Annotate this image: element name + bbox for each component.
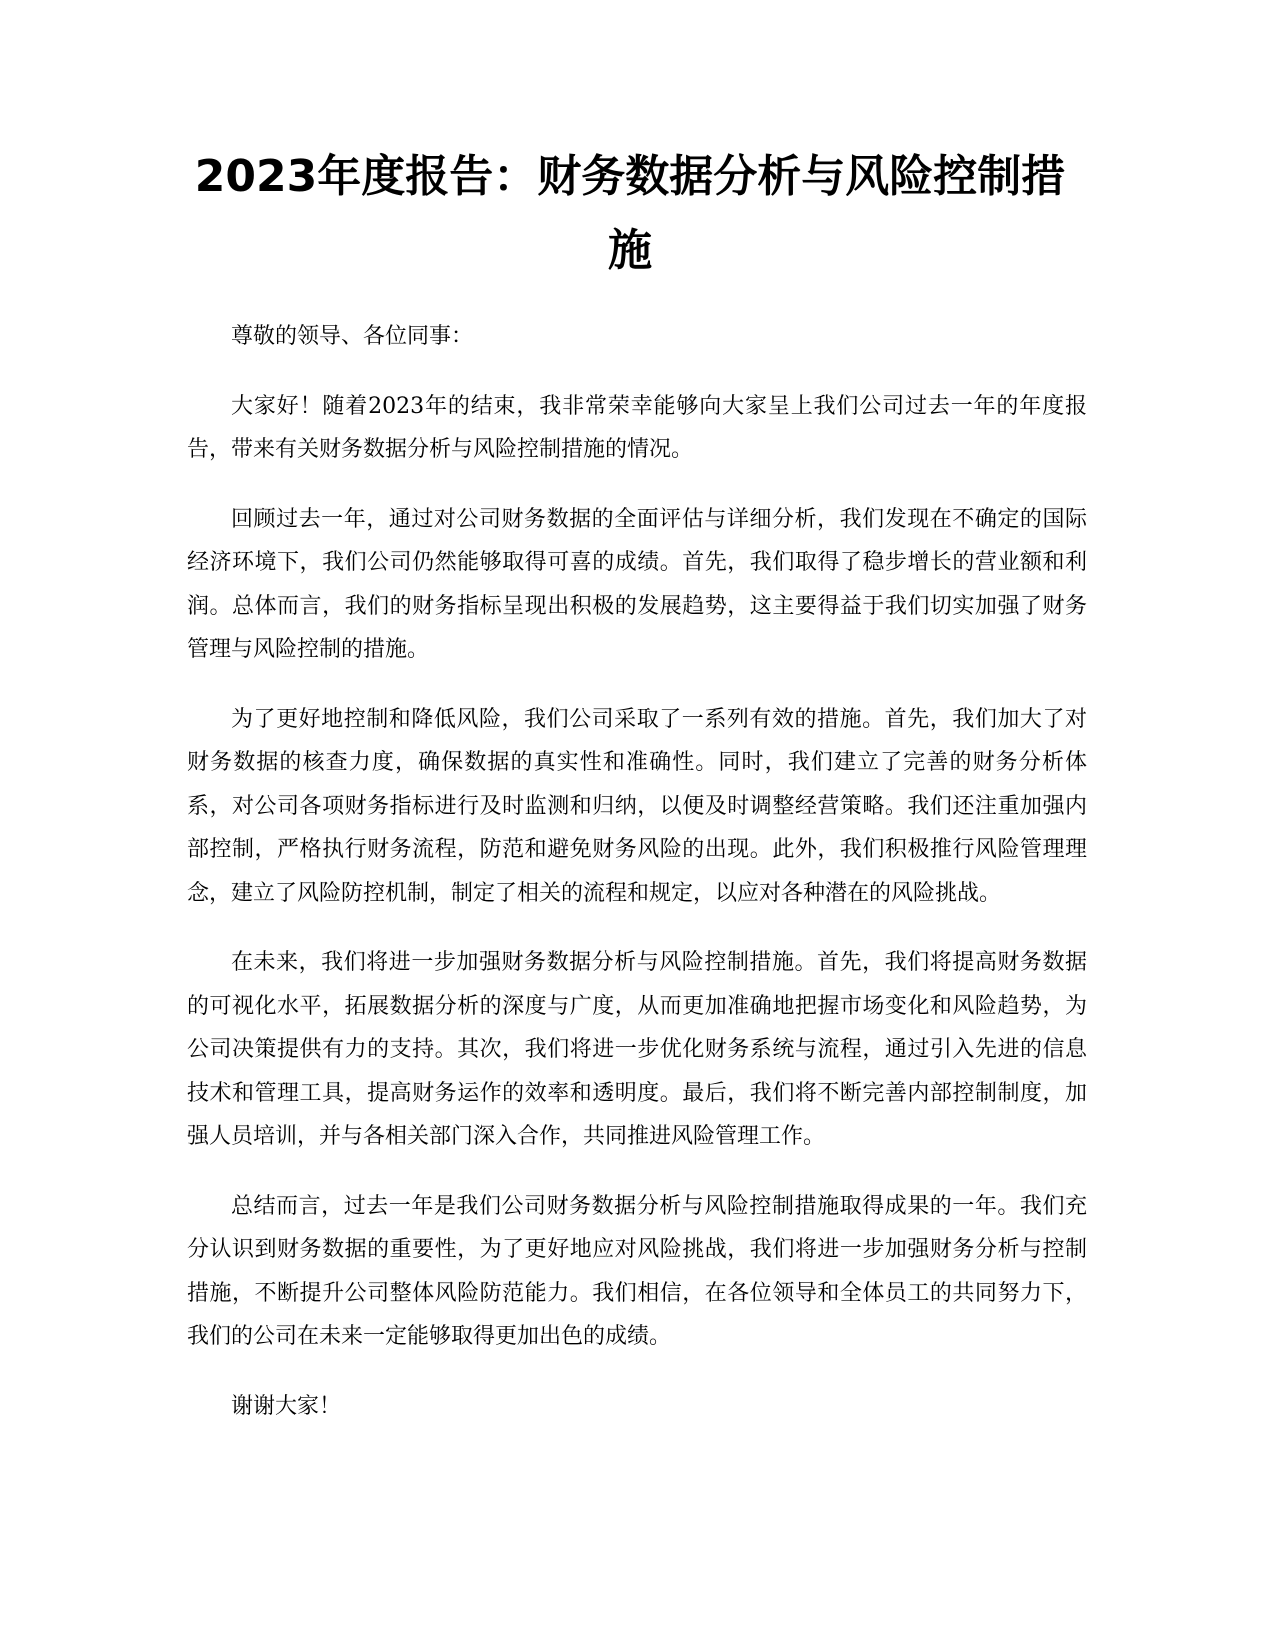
measures-paragraph: 为了更好地控制和降低风险，我们公司采取了一系列有效的措施。首先，我们加大了对财务数据的核查力度，确保数据的真实性和准确性。同时，我们建立了完善的财务分析体系，对公司各项财务指标进行及时监测和归纳，以便及时调整经营策略。我们还注重加强内部控制，严格执行财务流程，防范和避免财务风险的出现。此外，我们积极推行风险管理理念，建立了风险防控机制，制定了相关的流程和规定，以应对各种潜在的风险挑战。 (187, 706, 1087, 906)
review-paragraph: 回顾过去一年，通过对公司财务数据的全面评估与详细分析，我们发现在不确定的国际经济环境下，我们公司仍然能够取得可喜的成绩。首先，我们取得了稳步增长的营业额和利润。总体而言，我们的财务指标呈现出积极的发展趋势，这主要得益于我们切实加强了财务管理与风险控制的措施。 (187, 506, 1087, 662)
document-body (187, 315, 1087, 1454)
closing-paragraph: 谢谢大家！ (231, 1393, 342, 1419)
document-title: 2023年度报告：财务数据分析与风险控制措施 (194, 151, 1066, 276)
greeting-paragraph: 大家好！随着2023年的结束，我非常荣幸能够向大家呈上我们公司过去一年的年度报告，带来有关财务数据分析与风险控制措施的情况。 (187, 393, 1087, 462)
future-paragraph: 在未来，我们将进一步加强财务数据分析与风险控制措施。首先，我们将提高财务数据的可视化水平，拓展数据分析的深度与广度，从而更加准确地把握市场变化和风险趋势，为公司决策提供有力的支持。其次，我们将进一步优化财务系统与流程，通过引入先进的信息技术和管理工具，提高财务运作的效率和透明度。最后，我们将不断完善内部控制制度，加强人员培训，并与各相关部门深入合作，共同推进风险管理工作。 (187, 950, 1087, 1149)
salutation-paragraph: 尊敬的领导、各位同事： (231, 324, 474, 349)
summary-paragraph: 总结而言，过去一年是我们公司财务数据分析与风险控制措施取得成果的一年。我们充分认识到财务数据的重要性，为了更好地应对风险挑战，我们将进一步加强财务分析与控制措施，不断提升公司整体风险防范能力。我们相信，在各位领导和全体员工的共同努力下，我们的公司在未来一定能够取得更加出色的成绩。 (187, 1193, 1087, 1349)
